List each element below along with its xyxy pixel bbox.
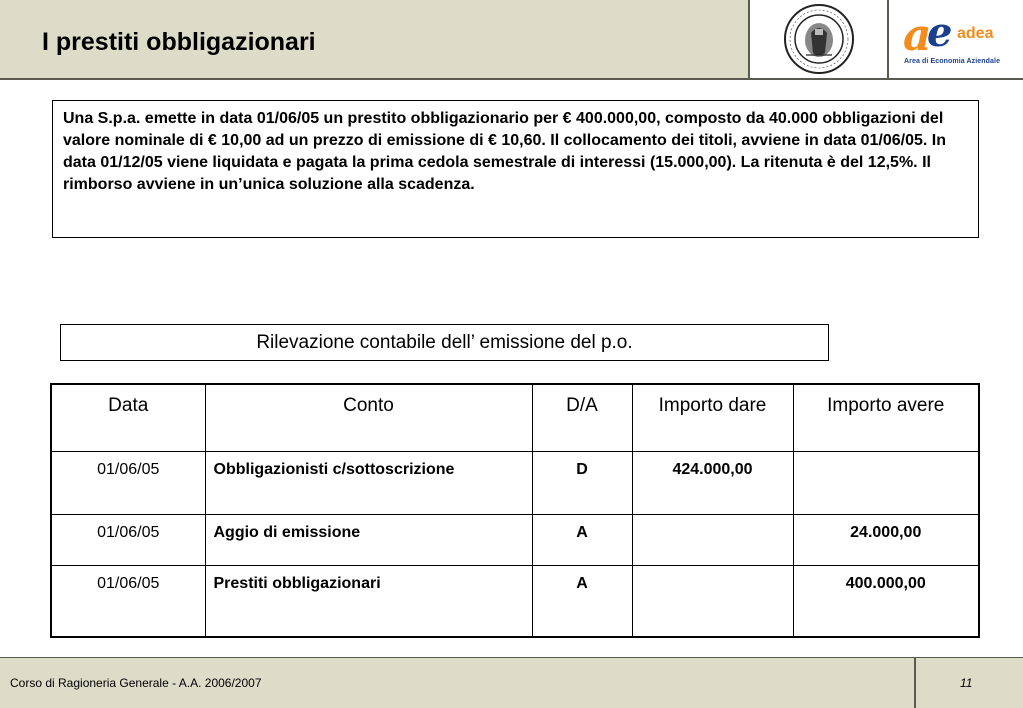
svg-text:a: a: [903, 10, 932, 58]
cell-avere: 400.000,00: [793, 565, 979, 637]
section-subtitle: Rilevazione contabile dell’ emissione del p.o.: [60, 324, 829, 361]
adea-logo-box: [887, 0, 1023, 78]
header-avere: Importo avere: [793, 384, 979, 451]
cell-da: A: [532, 514, 632, 565]
header-da: D/A: [532, 384, 632, 451]
adea-subtitle: Area di Economia Aziendale: [904, 58, 1001, 65]
university-seal-box: [748, 0, 888, 78]
cell-dare: 424.000,00: [632, 451, 793, 514]
cell-avere: [793, 451, 979, 514]
cell-account: Obbligazionisti c/sottoscrizione: [205, 451, 532, 514]
svg-text:e: e: [927, 10, 953, 56]
cell-dare: [632, 565, 793, 637]
journal-table: [50, 383, 980, 638]
cell-dare: [632, 514, 793, 565]
header-account: Conto: [205, 384, 532, 451]
header-date: Data: [51, 384, 205, 451]
cell-date: 01/06/05: [51, 514, 205, 565]
adea-logo-icon: [901, 10, 1011, 58]
page-number: 11: [960, 676, 973, 690]
table-row: [51, 565, 979, 637]
header-divider: [0, 78, 1023, 80]
header-dare: Importo dare: [632, 384, 793, 451]
svg-text:adea: adea: [957, 25, 994, 42]
university-seal-icon: [782, 3, 856, 75]
cell-avere: 24.000,00: [793, 514, 979, 565]
footer-course: Corso di Ragioneria Generale - A.A. 2006/2007: [10, 676, 262, 690]
table-row: [51, 514, 979, 565]
table-row: [51, 451, 979, 514]
cell-da: D: [532, 451, 632, 514]
table-header-row: [51, 384, 979, 451]
cell-account: Aggio di emissione: [205, 514, 532, 565]
slide-footer: [0, 657, 1023, 708]
cell-da: A: [532, 565, 632, 637]
cell-date: 01/06/05: [51, 565, 205, 637]
cell-account: Prestiti obbligazionari: [205, 565, 532, 637]
problem-statement: Una S.p.a. emette in data 01/06/05 un prestito obbligazionario per € 400.000,00, composto da 40.000 obbligazioni del valore nominale di € 10,00 ad un prezzo di emissione di € 10,60. Il collocamento dei titoli, avviene in data 01/06/05. In data 01/12/05 viene liquidata e pagata la prima cedola semestrale di interessi (15.000,00). La ritenuta è del 12,5%. Il rimborso avviene in un’unica soluzione alla scadenza.: [52, 100, 979, 238]
slide-header: [0, 0, 1023, 79]
slide-title: I prestiti obbligazionari: [42, 28, 316, 56]
footer-divider: [914, 658, 916, 708]
cell-date: 01/06/05: [51, 451, 205, 514]
